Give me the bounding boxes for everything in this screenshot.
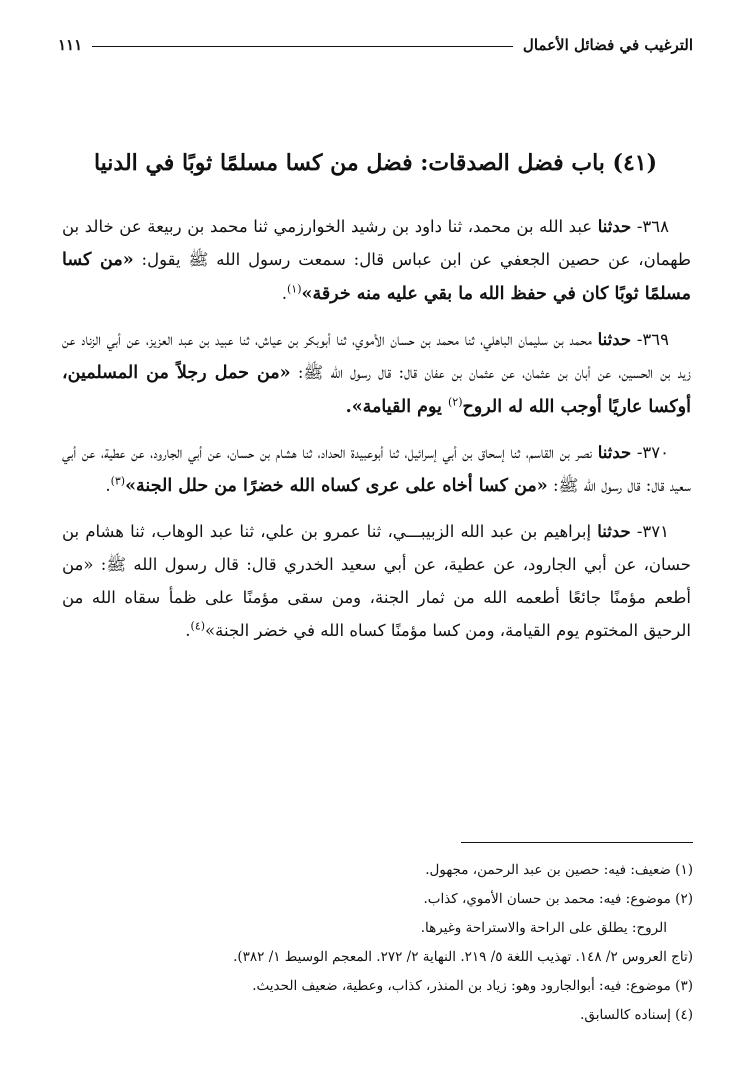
- narration-label: حدثنا: [597, 522, 631, 541]
- footnote-3: (٣) موضوع: فيه: أبوالجارود وهو: زياد بن المنذر، كذاب، وعطية، ضعيف الحديث.: [252, 978, 693, 994]
- footnote-2-definition: الروح: يطلق على الراحة والاستراحة وغيرها.: [420, 920, 667, 936]
- hadith-saying: «من كسا مسلمًا ثوبًا كان في حفظ الله ما بقي عليه منه خرقة»: [62, 250, 691, 304]
- hadith-370: [62, 436, 691, 503]
- chapter-title: (٤١) باب فضل الصدقات: فضل من كسا مسلمًا ثوبًا في الدنيا: [93, 150, 658, 176]
- hadith-list: [62, 210, 691, 660]
- hadith-chain: عبد الله بن محمد، ثنا داود بن رشيد الخوارزمي ثنا محمد بن ربيعة عن خالد بن طهمان، عن حصين الجعفي عن ابن عباس قال: سمعت رسول الله ﷺ يقول:: [62, 217, 691, 269]
- header-rule: [92, 46, 513, 47]
- running-header: [58, 30, 693, 60]
- hadith-chain: إبراهيم بن عبد الله الزبيبـــي، ثنا عمرو بن علي، ثنا عبد الوهاب، ثنا هشام بن حسان، عن أبي الجارود، عن عطية، عن أبي سعيد الخدري قال: قال رسول الله ﷺ: «من أطعم مؤمنًا جائعًا أطعمه الله من ثمار الجنة، ومن سقى مؤمنًا على ظمأ سقاه الله من الرحيق المختوم يوم القيامة، ومن كسا مؤمنًا كساه الله في خضر الجنة»: [62, 522, 691, 640]
- footnote-separator: [461, 842, 693, 843]
- hadith-tail: .: [185, 621, 191, 640]
- narration-label: حدثنا: [597, 330, 632, 349]
- hadith-369: [62, 323, 691, 424]
- footnote-4: (٤) إسناده كالسابق.: [580, 1007, 693, 1023]
- hadith-chain: نصر بن القاسم، ثنا إسحاق بن أبي إسرائيل، ثنا أبوعبيدة الحداد، ثنا هشام بن حسان، عن أبي الجارود، عن عطية، عن أبي سعيد قال: قال رسول الله ﷺ:: [62, 443, 691, 495]
- narration-label: حدثنا: [597, 443, 632, 462]
- hadith-368: [62, 210, 691, 311]
- page-number: ١١١: [58, 36, 83, 54]
- hadith-371: [62, 515, 691, 648]
- footnote-1: (١) ضعيف: فيه: حصين بن عبد الرحمن، مجهول.: [425, 862, 693, 878]
- footnote-ref: (٣): [110, 474, 126, 488]
- footnotes: [70, 856, 693, 1030]
- narration-label: حدثنا: [597, 217, 632, 236]
- hadith-tail: .: [281, 284, 287, 303]
- hadith-saying: «من كسا أخاه على عرى كساه الله خضرًا من حلل الجنة»: [125, 476, 548, 496]
- hadith-saying: «من حمل رجلاً من المسلمين، أوكسا عاريًا أوجب الله له الروح: [62, 363, 691, 417]
- footnote-2-sources: (تاج العروس ٢/ ١٤٨. تهذيب اللغة ٥/ ٢١٩. النهاية ٢/ ٢٧٢. المعجم الوسيط ١/ ٣٨٢).: [233, 949, 693, 965]
- footnote-ref: (١): [286, 282, 302, 296]
- hadith-number: ٣٦٩-: [631, 330, 669, 349]
- hadith-tail: يوم القيامة».: [345, 397, 448, 417]
- footnote-ref: (٤): [190, 619, 206, 633]
- hadith-tail: .: [105, 476, 111, 495]
- footnote-ref: (٢): [448, 395, 463, 409]
- footnote-2: (٢) موضوع: فيه: محمد بن حسان الأموي، كذاب.: [423, 891, 693, 907]
- hadith-number: ٣٦٨-: [631, 217, 669, 236]
- hadith-number: ٣٧٠-: [631, 443, 669, 462]
- hadith-number: ٣٧١-: [630, 522, 669, 541]
- hadith-chain: محمد بن سليمان الباهلي، ثنا محمد بن حسان الأموي، ثنا أبوبكر بن عياش، ثنا عبيد بن عبد العزيز، عن أبي الزناد عن زيد بن الحسين، عن أبان بن عثمان، عن عثمان بن عفان قال: قال رسول الله ﷺ:: [62, 330, 691, 382]
- running-title: الترغيب في فضائل الأعمال: [522, 36, 693, 54]
